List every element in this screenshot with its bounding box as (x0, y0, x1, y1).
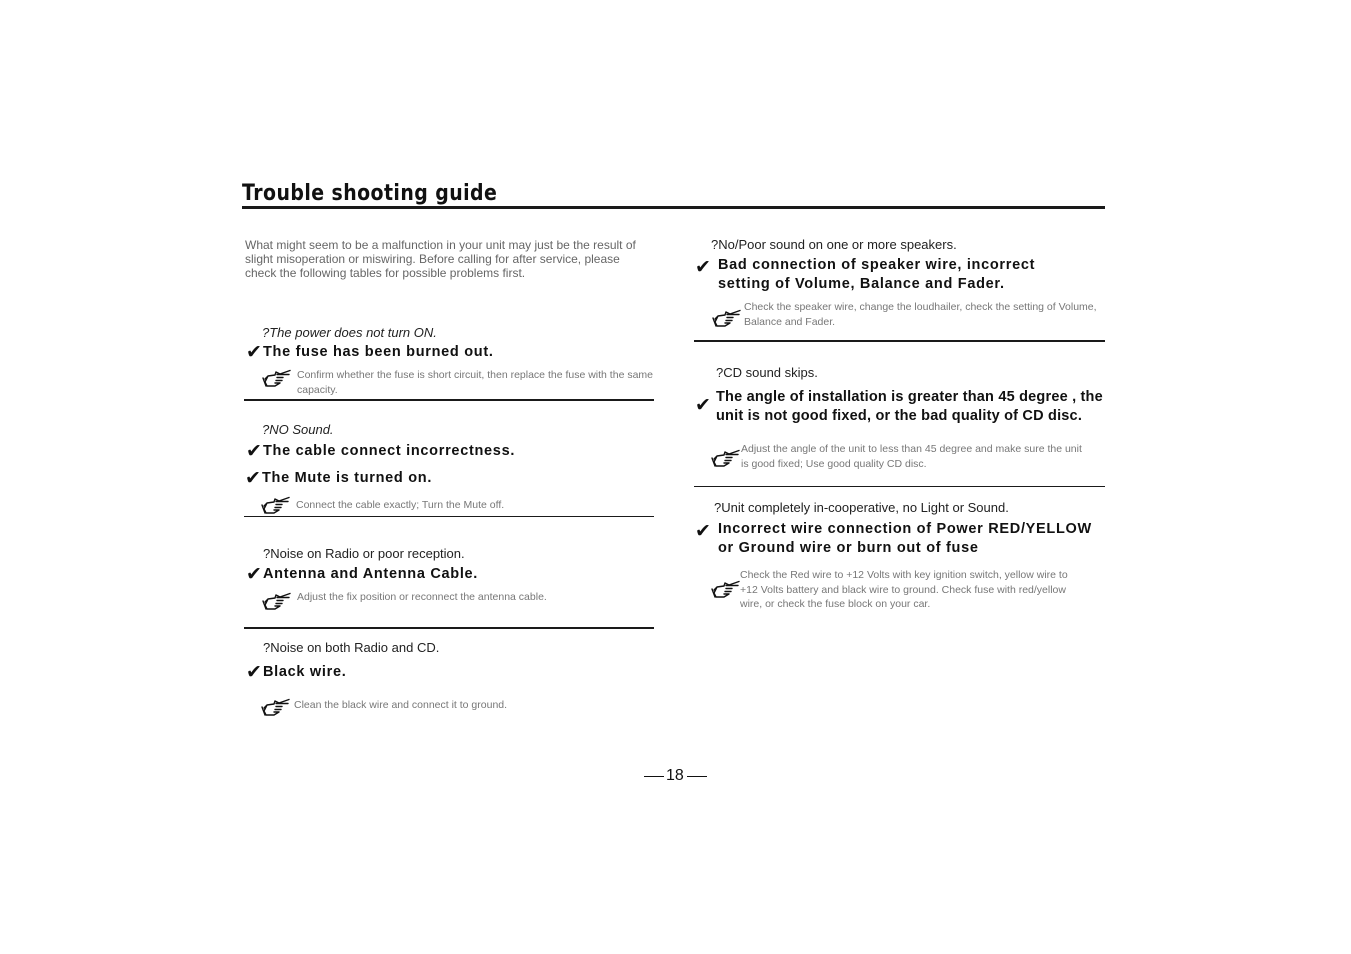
page-title: Trouble shooting guide (242, 181, 498, 206)
check-mark-icon: ✔ (246, 441, 262, 462)
check-mark-icon: ✔ (246, 342, 262, 363)
pointing-hand-icon (261, 493, 291, 515)
cause-power-wire-line1: Incorrect wire connection of Power RED/YELLOW (718, 521, 1092, 537)
section-divider (244, 399, 654, 401)
check-mark-icon: ✔ (245, 468, 261, 489)
page-number: 18 (666, 767, 684, 784)
check-mark-icon: ✔ (246, 564, 262, 585)
remedy-fuse: Confirm whether the fuse is short circuit, then replace the fuse with the same capacity. (297, 369, 654, 396)
cause-cable: The cable connect incorrectness. (263, 443, 516, 459)
remedy-power-line1: Check the Red wire to +12 Volts with key ignition switch, yellow wire to (740, 569, 1068, 581)
remedy-speakers-line2: Balance and Fader. (744, 316, 836, 328)
question-radio-noise: ?Noise on Radio or poor reception. (263, 546, 465, 561)
check-mark-icon: ✔ (695, 257, 711, 278)
question-speakers: ?No/Poor sound on one or more speakers. (711, 237, 957, 252)
remedy-power-line2: +12 Volts battery and black wire to ground. Check fuse with red/yellow (740, 584, 1066, 596)
section-divider (244, 516, 654, 517)
check-mark-icon: ✔ (695, 395, 711, 416)
question-cd-skips: ?CD sound skips. (716, 365, 818, 380)
remedy-angle-line1: Adjust the angle of the unit to less than 45 degree and make sure the unit (741, 443, 1082, 455)
question-no-sound: ?NO Sound. (262, 422, 334, 437)
section-divider (694, 486, 1105, 487)
section-divider (244, 627, 654, 629)
pointing-hand-icon (711, 577, 741, 599)
cause-mute: The Mute is turned on. (262, 470, 433, 486)
remedy-power-line3: wire, or check the fuse block on your car. (740, 598, 931, 610)
cause-antenna: Antenna and Antenna Cable. (263, 566, 479, 582)
title-underline (242, 206, 1105, 209)
remedy-antenna: Adjust the fix position or reconnect the antenna cable. (297, 591, 547, 603)
intro-paragraph: What might seem to be a malfunction in your unit may just be the result of slight misoperation or miswiring. Before calling for after service, please check the following tables for possible problems first. (245, 238, 636, 280)
remedy-black-wire: Clean the black wire and connect it to ground. (294, 699, 508, 711)
cause-angle-line2: unit is not good fixed, or the bad quality of CD disc. (716, 408, 1083, 424)
remedy-cable: Connect the cable exactly; Turn the Mute off. (296, 499, 505, 511)
check-mark-icon: ✔ (695, 521, 711, 542)
check-mark-icon: ✔ (246, 662, 262, 683)
cause-power-wire-line2: or Ground wire or burn out of fuse (718, 540, 979, 556)
page-number-dash-left (644, 776, 664, 777)
section-divider (694, 340, 1105, 342)
pointing-hand-icon (711, 446, 741, 468)
cause-fuse: The fuse has been burned out. (263, 344, 494, 360)
cause-speaker-wire-line2: setting of Volume, Balance and Fader. (718, 276, 1005, 292)
pointing-hand-icon (262, 366, 292, 388)
remedy-angle-line2: is good fixed; Use good quality CD disc. (741, 458, 927, 470)
remedy-speakers-line1: Check the speaker wire, change the loudhailer, check the setting of Volume, (744, 301, 1097, 313)
cause-angle-line1: The angle of installation is greater than 45 degree , the (716, 389, 1103, 405)
cause-speaker-wire-line1: Bad connection of speaker wire, incorrect (718, 257, 1036, 273)
cause-black-wire: Black wire. (263, 664, 347, 680)
pointing-hand-icon (261, 695, 291, 717)
pointing-hand-icon (712, 306, 742, 328)
question-unit-inoperative: ?Unit completely in-cooperative, no Light or Sound. (714, 500, 1009, 515)
pointing-hand-icon (262, 589, 292, 611)
question-radio-cd-noise: ?Noise on both Radio and CD. (263, 640, 440, 655)
question-power: ?The power does not turn ON. (262, 325, 437, 340)
page-number-dash-right (687, 776, 707, 777)
